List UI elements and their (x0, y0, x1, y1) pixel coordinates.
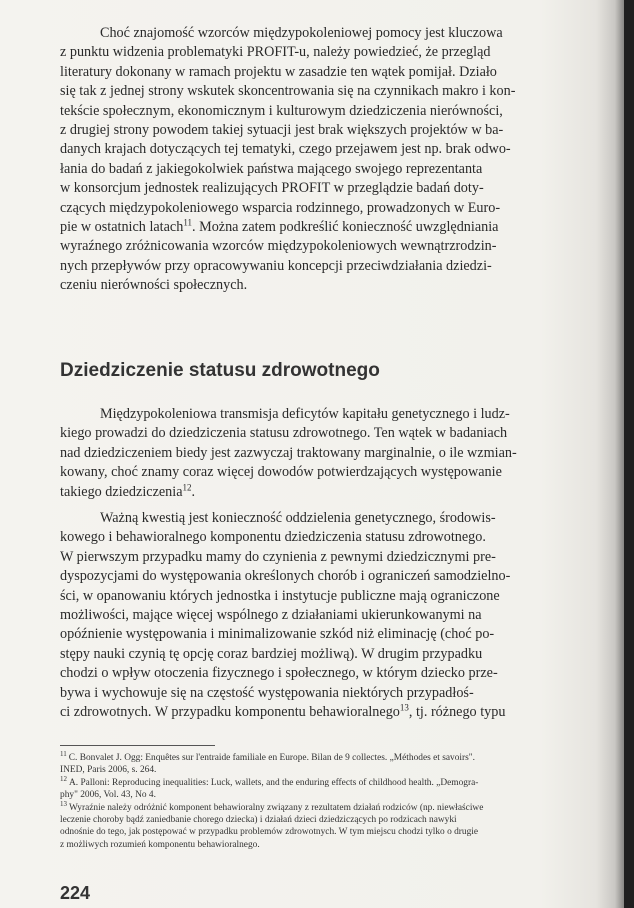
text-line: nych przepływów przy opracowywaniu koncepcji przeciwdziałania dziedzi- (60, 257, 492, 274)
text-fragment: ci zdrowotnych. W przypadku komponentu behawioralnego (60, 704, 400, 721)
footnote-11-cont: INED, Paris 2006, s. 264. (60, 765, 157, 776)
text-line (60, 218, 600, 237)
text-line: kowany, choć znamy coraz więcej dowodów potwierdzających występowanie (60, 464, 502, 481)
text-line: z punktu widzenia problematyki PROFIT-u, należy powiedzieć, że przegląd (60, 44, 491, 61)
text-line: literatury dokonany w ramach projektu w zasadzie ten wątek pomijał. Działo (60, 63, 497, 80)
text-line: wyraźnego zróżnicowania wzorców międzypokoleniowych wewnątrzrodzin- (60, 238, 497, 255)
footnote-13 (60, 799, 600, 814)
footnote-13-cont: z możliwych rozumień komponentu behawioralnego. (60, 839, 260, 850)
text-line: kiego prowadzi do dziedziczenia statusu zdrowotnego. Ten wątek w badaniach (60, 425, 508, 442)
footnote-11 (60, 749, 600, 764)
text-fragment: , tj. różnego typu (408, 704, 506, 721)
text-line: czących międzypokoleniowego wsparcia rodzinnego, prowadzonych w Euro- (60, 199, 501, 216)
paragraph-components (60, 509, 600, 722)
text-line: się tak z jednej strony wskutek skoncentrowania się na czynnikach makro i kon- (60, 83, 516, 100)
text-fragment: . (191, 483, 196, 500)
book-spine-shadow (624, 0, 634, 908)
footnote-ref-11[interactable]: 11 (183, 217, 192, 228)
text-line (60, 703, 600, 722)
text-line: danych krajach dotyczących tej tematyki, czego przejawem jest np. brak odwo- (60, 141, 511, 158)
text-fragment: takiego dziedziczenia (60, 483, 183, 500)
text-line: z drugiej strony powodem takiej sytuacji jest brak większych projektów w ba- (60, 122, 504, 139)
footnotes (60, 749, 600, 851)
text-line: nad dziedziczeniem biedy jest zazwyczaj traktowany marginalnie, o ile wzmian- (60, 444, 517, 461)
footnote-13-cont: leczenie choroby bądź zaniedbanie chorego dziecka) i działań dzieci dziedziczących po rodzicach nawyki (60, 815, 457, 826)
text-line: kowego i behawioralnego komponentu dziedziczenia statusu zdrowotnego. (60, 529, 486, 546)
text-fragment: pie w ostatnich latach (60, 219, 184, 236)
footnote-ref-13[interactable]: 13 (399, 702, 409, 713)
text-line: możliwości, mające więcej wspólnego z działaniami ukierunkowanymi na (60, 607, 482, 624)
text-line: bywa i wychowuje się na częstość występowania niektórych przypadłoś- (60, 684, 474, 701)
text-line: w konsorcjum jednostek realizujących PROFIT w przeglądzie badań doty- (60, 180, 484, 197)
text-line: ści, w opanowaniu których jednostka i instytucje publiczne mają ograniczone (60, 587, 500, 604)
footnote-text: Wyraźnie należy odróżnić komponent behawioralny związany z rezultatem działań rodziców (np. niewłaściwe (69, 802, 484, 813)
footnote-separator (60, 745, 215, 746)
paragraph-inheritance-patterns (60, 24, 600, 296)
footnote-text: A. Palloni: Reproducing inequalities: Luck, wallets, and the enduring effects of childhood health. „Demogra- (69, 777, 479, 788)
footnote-number: 13 (60, 799, 67, 808)
text-line: opóźnienie występowania i minimalizowanie szkód niż eliminację (choć po- (60, 626, 495, 643)
footnote-ref-12[interactable]: 12 (182, 481, 192, 492)
text-line: dyspozycjami do występowania określonych chorób i ograniczeń samodzielno- (60, 568, 511, 585)
page-number: 224 (60, 883, 91, 903)
text-line: łania do badań z jakiegokolwiek państwa mającego swojego reprezentanta (60, 160, 483, 177)
section-heading: Dziedziczenie statusu zdrowotnego (60, 360, 380, 381)
footnote-text: C. Bonvalet J. Ogg: Enquêtes sur l'entraide familiale en Europe. Bilan de 9 collectes. „Méthodes et savoirs". (68, 753, 475, 763)
paragraph-health-status-transmission (60, 405, 600, 502)
text-line: stępy nauki czynią tę opcję coraz bardziej możliwą). W drugim przypadku (60, 645, 483, 662)
text-fragment: . Można zatem podkreślić konieczność uwzględniania (191, 219, 499, 236)
footnote-12 (60, 774, 600, 789)
footnote-13-cont: odnośnie do tego, jak postępować w przypadku problemów zdrowotnych. W tym miejscu chodzi tylko o drugie (60, 827, 479, 838)
text-line (60, 483, 600, 502)
text-line: czeniu nierówności społecznych. (60, 277, 248, 294)
text-line: Międzypokoleniowa transmisja deficytów kapitału genetycznego i ludz- (100, 406, 510, 422)
text-line: Ważną kwestią jest konieczność oddzielenia genetycznego, środowis- (100, 510, 496, 526)
text-line: tekście społecznym, ekonomicznym i kulturowym dziedziczenia nierówności, (60, 102, 503, 119)
footnote-12-cont: phy" 2006, Vol. 43, No 4. (60, 790, 156, 801)
footnote-number: 11 (60, 749, 67, 758)
text-line: W pierwszym przypadku mamy do czynienia z pewnymi dziedzicznymi pre- (60, 548, 496, 565)
footnote-number: 12 (60, 774, 67, 783)
text-line: Choć znajomość wzorców międzypokoleniowej pomocy jest kluczowa (100, 25, 503, 41)
text-line: chodzi o wpływ otoczenia fizycznego i społecznego, w którym dziecko prze- (60, 665, 498, 682)
